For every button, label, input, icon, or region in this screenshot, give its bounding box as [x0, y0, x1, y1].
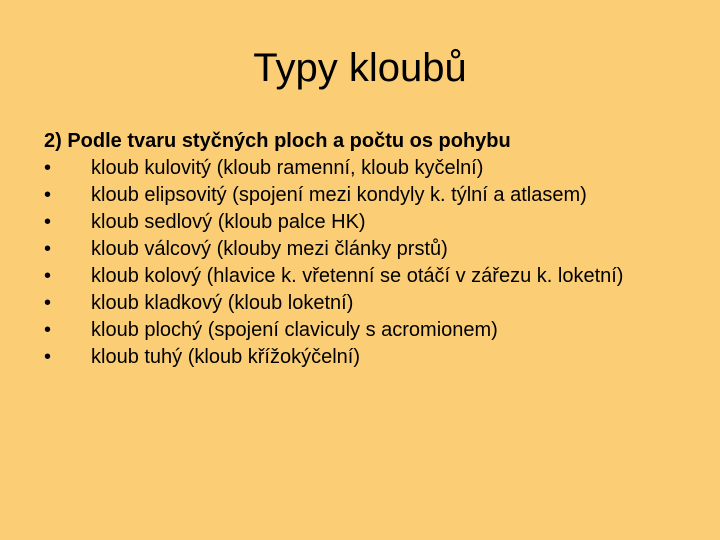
- list-item: [44, 290, 684, 317]
- bullet-icon: •: [44, 184, 52, 206]
- list-item: [44, 236, 684, 263]
- list-item-text: kloub kulovitý (kloub ramenní, kloub kyčelní): [91, 157, 484, 179]
- bullet-icon: •: [44, 157, 52, 179]
- bullet-icon: •: [44, 211, 52, 233]
- list-item-text: kloub sedlový (kloub palce HK): [91, 211, 366, 233]
- list-item: [44, 317, 684, 344]
- list-item-text: kloub kladkový (kloub loketní): [91, 292, 354, 314]
- bullet-icon: •: [44, 238, 52, 260]
- list-item-text: kloub válcový (klouby mezi články prstů): [91, 238, 448, 260]
- bullet-icon: •: [44, 319, 52, 341]
- list-item-text: kloub plochý (spojení claviculy s acromionem): [91, 319, 498, 341]
- list-item: [44, 344, 684, 371]
- slide-title: Typy kloubů: [253, 46, 467, 90]
- bullet-icon: •: [44, 346, 52, 368]
- list-item-text: kloub elipsovitý (spojení mezi kondyly k. týlní a atlasem): [91, 184, 587, 206]
- section-heading: 2) Podle tvaru styčných ploch a počtu os pohybu: [44, 130, 511, 152]
- list-item-text: kloub kolový (hlavice k. vřetenní se otáčí v zářezu k. loketní): [91, 265, 624, 287]
- list-item: [44, 209, 684, 236]
- bullet-icon: •: [44, 265, 52, 287]
- bullet-icon: •: [44, 292, 52, 314]
- list-item: [44, 155, 684, 182]
- list-item: [44, 263, 684, 290]
- list-item-text: kloub tuhý (kloub křížokýčelní): [91, 346, 361, 368]
- bullet-list: [44, 155, 684, 371]
- list-item: [44, 182, 684, 209]
- slide-content: [44, 128, 684, 371]
